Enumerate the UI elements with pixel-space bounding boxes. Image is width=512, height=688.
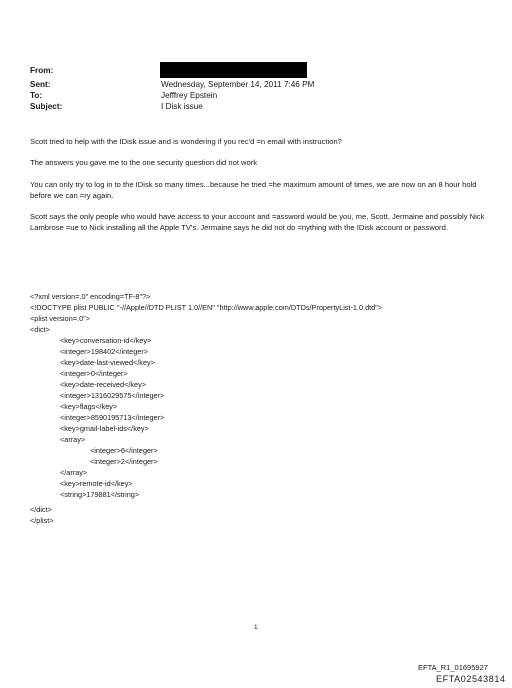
page-number: 1 xyxy=(254,624,258,631)
plist-line: <key>flags</key> xyxy=(60,402,118,411)
plist-line: <key>remote-id</key> xyxy=(60,479,133,488)
plist-line: <integer>1316029575</integer> xyxy=(60,391,165,400)
bates-stamp-secondary: EFTA02543814 xyxy=(436,674,506,684)
plist-line: </dict> xyxy=(30,505,52,514)
plist-line: <?xml version=.0" encoding=TF-8"?> xyxy=(30,292,151,301)
bates-stamp-primary: EFTA_R1_01695927 xyxy=(418,663,488,672)
body-paragraph: The answers you gave me to the one security question did not work xyxy=(30,158,258,167)
plist-line: <key>date-last-viewed</key> xyxy=(60,358,155,367)
subject-label: Subject: xyxy=(30,102,63,111)
plist-line: <integer>8590195713</integer> xyxy=(60,413,165,422)
plist-line: <integer>198402</integer> xyxy=(60,347,149,356)
plist-line: <integer>6</integer> xyxy=(90,446,158,455)
to-value: Jefffrey Epstein xyxy=(161,91,218,100)
plist-line: <key>gmail-label-ids</key> xyxy=(60,424,149,433)
plist-line: <dict> xyxy=(30,325,50,334)
plist-line: </array> xyxy=(60,468,88,477)
subject-value: I Disk issue xyxy=(161,102,203,111)
body-paragraph: Scott tried to help with the IDisk issue and is wondering if you rec'd =n email with instruction? xyxy=(30,137,342,146)
redaction-box xyxy=(160,62,307,78)
plist-line: <plist version=.0"> xyxy=(30,314,90,323)
body-paragraph: Scott says the only people who would have access to your account and =assword would be you, me, Scott, Jermaine and possibly Nick Lambrose =ue to Nick installing all the Apple TV's. Jermaine says he did not do =nything with the IDisk account or password. xyxy=(30,212,485,232)
plist-line: <integer>2</integer> xyxy=(90,457,158,466)
plist-line: </plist> xyxy=(30,516,54,525)
plist-line: <array> xyxy=(60,435,86,444)
sent-value: Wednesday, September 14, 2011 7:46 PM xyxy=(161,80,315,89)
plist-line: <key>conversation-id</key> xyxy=(60,336,152,345)
from-label: From: xyxy=(30,66,54,75)
plist-line: <integer>0</integer> xyxy=(60,369,128,378)
plist-line: <key>date-received</key> xyxy=(60,380,146,389)
body-paragraph: You can only try to log in to the IDisk so many times...because he tried =he maximum amount of times, we are now on an 8 hour hold before we can =ry again. xyxy=(30,180,477,200)
plist-line: <string>179881</string> xyxy=(60,490,140,499)
to-label: To: xyxy=(30,91,43,100)
sent-label: Sent: xyxy=(30,80,51,89)
plist-line: <!DOCTYPE plist PUBLIC "-//Apple//DTD PLIST 1.0//EN" "http://www.apple.com/DTDs/PropertyList-1.0.dtd"> xyxy=(30,303,383,312)
